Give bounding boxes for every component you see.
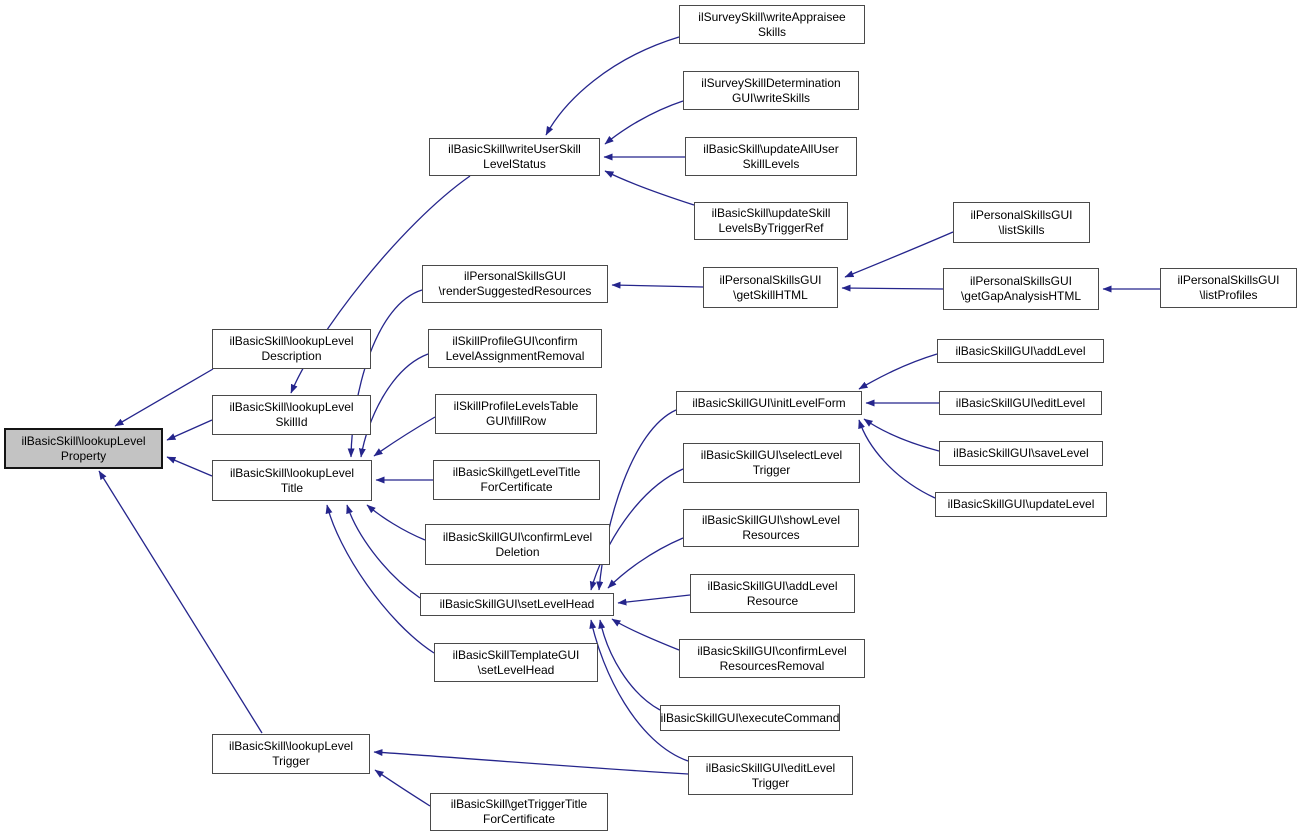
node-label-line: SkillLevels <box>742 156 800 171</box>
node-label-line: ilBasicSkill\writeUserSkill <box>448 142 581 156</box>
graph-node-confirmLevelDeletion[interactable] <box>425 524 610 565</box>
call-edge-setLevelHeadTemplate-to-lookupLevelTitle <box>327 505 434 653</box>
graph-node-editLevelTrigger[interactable] <box>688 756 853 795</box>
graph-node-writeSkills[interactable] <box>683 71 859 110</box>
call-edge-lookupLevelDescription-to-lookupLevelProperty <box>115 369 213 426</box>
node-label-line: ilBasicSkill\getLevelTitle <box>452 465 581 479</box>
graph-node-editLevel[interactable] <box>939 391 1102 415</box>
call-edge-getGapAnalysisHTML-to-getSkillHTML <box>842 288 943 289</box>
call-edge-lookupLevelSkillId-to-lookupLevelProperty <box>167 420 212 440</box>
call-edge-lookupLevelTrigger-to-lookupLevelProperty <box>99 471 262 733</box>
node-label-line: ilSurveySkill\writeAppraisee <box>698 9 846 24</box>
graph-node-writeAppraiseeSkills[interactable] <box>679 5 865 44</box>
node-label-line: ilPersonalSkillsGUI <box>1177 273 1280 287</box>
node-label-line: LevelsByTriggerRef <box>718 221 824 235</box>
node-label-line: ilBasicSkill\updateAllUser <box>703 141 839 156</box>
node-label-line: LevelStatus <box>483 157 546 171</box>
node-label-line: ilBasicSkill\lookupLevel <box>229 465 355 480</box>
call-edge-lookupLevelTitle-to-lookupLevelProperty <box>167 457 212 476</box>
node-label-line: Trigger <box>272 754 310 768</box>
node-label-line: Deletion <box>495 544 540 559</box>
node-label-line: ForCertificate <box>480 480 553 494</box>
call-edge-saveLevel-to-initLevelForm <box>864 419 939 451</box>
graph-node-getGapAnalysisHTML[interactable] <box>943 268 1099 310</box>
call-edge-addLevelResource-to-setLevelHeadGUI <box>618 595 690 603</box>
graph-node-setLevelHeadTemplate[interactable] <box>434 643 598 682</box>
node-label-line: LevelAssignmentRemoval <box>445 348 585 363</box>
node-label-line: ilBasicSkill\getTriggerTitle <box>450 797 588 811</box>
graph-node-writeUserSkillLevelStatus[interactable] <box>429 138 600 176</box>
node-label-line: \getSkillHTML <box>733 287 808 302</box>
node-label-line: ilBasicSkill\lookupLevel <box>228 739 354 753</box>
call-edge-editLevelTrigger-to-lookupLevelTrigger <box>374 752 688 774</box>
node-label-line: GUI\writeSkills <box>731 90 810 105</box>
node-label-line: Title <box>280 480 304 495</box>
node-label-line: ilBasicSkill\lookupLevel <box>229 334 354 348</box>
node-label-line: ilBasicSkillGUI\updateLevel <box>947 497 1095 511</box>
graph-node-saveLevel[interactable] <box>939 441 1103 466</box>
graph-node-confirmLevelAssignmentRemoval[interactable] <box>428 329 602 368</box>
graph-node-lookupLevelTitle[interactable] <box>212 460 372 501</box>
node-label-line: Resources <box>742 528 800 542</box>
node-label-line: \setLevelHead <box>477 662 555 677</box>
node-label-line: ilBasicSkillGUI\editLevel <box>705 760 836 775</box>
node-label-line: ilBasicSkill\updateSkill <box>711 206 831 220</box>
node-label-line: ForCertificate <box>482 812 556 826</box>
node-label-line: ilBasicSkillGUI\confirmLevel <box>697 643 847 658</box>
node-label-line: \listProfiles <box>1199 288 1258 302</box>
node-label-line: ilBasicSkillGUI\showLevel <box>701 513 841 527</box>
node-label-line: ilBasicSkillGUI\confirmLevel <box>442 529 593 544</box>
call-edge-addLevel-to-initLevelForm <box>859 354 937 389</box>
node-label-line: ilBasicSkillGUI\selectLevel <box>700 448 843 462</box>
graph-node-setLevelHeadGUI[interactable] <box>420 593 614 616</box>
graph-node-addLevel[interactable] <box>937 339 1104 363</box>
node-label-line: ilSkillProfileLevelsTable <box>453 399 579 413</box>
node-label-line: ilBasicSkillGUI\initLevelForm <box>692 395 846 410</box>
node-label-line: ilPersonalSkillsGUI <box>970 207 1073 222</box>
graph-node-getSkillHTML[interactable] <box>703 267 838 308</box>
graph-node-listSkills[interactable] <box>953 202 1090 243</box>
node-label-line: Property <box>60 448 107 463</box>
graph-node-fillRow[interactable] <box>435 394 597 434</box>
graph-node-confirmLevelResourcesRemoval[interactable] <box>679 639 865 678</box>
graph-node-addLevelResource[interactable] <box>690 574 855 613</box>
node-label-line: \renderSuggestedResources <box>438 284 592 298</box>
call-edge-getTriggerTitleForCertificate-to-lookupLevelTrigger <box>375 770 430 806</box>
call-edge-updateSkillLevelsByTriggerRef-to-writeUserSkillLevelStatus <box>605 171 694 205</box>
node-label-line: Resource <box>746 593 799 608</box>
call-edge-executeCommand-to-setLevelHeadGUI <box>600 620 660 710</box>
graph-node-lookupLevelTrigger[interactable] <box>212 734 370 774</box>
graph-node-selectLevelTrigger[interactable] <box>683 443 860 483</box>
graph-node-getLevelTitleForCertificate[interactable] <box>433 460 600 500</box>
node-label-line: ilBasicSkillGUI\addLevel <box>955 343 1086 358</box>
node-label-line: Description <box>261 349 322 363</box>
node-label-line: Skills <box>757 24 786 39</box>
call-edge-setLevelHeadGUI-to-lookupLevelTitle <box>347 505 420 598</box>
graph-node-updateSkillLevelsByTriggerRef[interactable] <box>694 202 848 240</box>
graph-node-listProfiles[interactable] <box>1160 268 1297 308</box>
node-label-line: Trigger <box>751 775 790 790</box>
node-label-line: ilBasicSkillGUI\addLevel <box>707 578 838 593</box>
graph-node-updateLevel[interactable] <box>935 492 1107 517</box>
node-label-line: \listSkills <box>998 222 1045 237</box>
graph-node-showLevelResources[interactable] <box>683 509 859 547</box>
graph-node-lookupLevelDescription[interactable] <box>212 329 371 369</box>
call-edge-listSkills-to-getSkillHTML <box>845 232 953 277</box>
call-edge-confirmLevelDeletion-to-lookupLevelTitle <box>367 505 425 540</box>
node-label-line: ilBasicSkillTemplateGUI <box>452 647 580 662</box>
node-label-line: ilSkillProfileGUI\confirm <box>452 333 578 348</box>
graph-node-getTriggerTitleForCertificate[interactable] <box>430 793 608 831</box>
node-label-line: ilPersonalSkillsGUI <box>463 269 567 283</box>
node-label-line: ilSurveySkillDetermination <box>701 75 841 90</box>
node-label-line: ResourcesRemoval <box>719 658 825 673</box>
node-label-line: ilPersonalSkillsGUI <box>969 274 1073 288</box>
call-edge-writeAppraiseeSkills-to-writeUserSkillLevelStatus <box>546 37 679 135</box>
node-label-line: ilBasicSkillGUI\editLevel <box>955 395 1086 410</box>
call-edge-confirmLevelResourcesRemoval-to-setLevelHeadGUI <box>612 619 679 650</box>
graph-node-renderSuggestedResources[interactable] <box>422 265 608 303</box>
node-label-line: ilBasicSkillGUI\executeCommand <box>660 710 840 725</box>
call-edge-fillRow-to-lookupLevelTitle <box>374 417 435 456</box>
graph-node-executeCommand[interactable] <box>660 705 840 731</box>
call-edge-getSkillHTML-to-renderSuggestedResources <box>612 285 703 287</box>
node-label-line: ilPersonalSkillsGUI <box>719 272 822 287</box>
node-label-line: \getGapAnalysisHTML <box>960 289 1082 303</box>
graph-node-updateAllUserSkillLevels[interactable] <box>685 137 857 176</box>
call-edge-showLevelResources-to-setLevelHeadGUI <box>608 538 683 588</box>
node-label-line: ilBasicSkill\lookupLevel <box>21 433 146 448</box>
node-label-line: GUI\fillRow <box>485 414 546 428</box>
node-label-line: ilBasicSkill\lookupLevel <box>229 400 354 414</box>
graph-node-initLevelForm[interactable] <box>676 391 862 415</box>
graph-node-lookupLevelProperty <box>4 428 163 469</box>
call-edge-writeSkills-to-writeUserSkillLevelStatus <box>605 101 683 144</box>
call-edge-updateLevel-to-initLevelForm <box>859 420 935 498</box>
node-label-line: ilBasicSkillGUI\setLevelHead <box>439 597 595 611</box>
node-label-line: SkillId <box>275 415 308 429</box>
node-label-line: Trigger <box>752 463 791 477</box>
node-label-line: ilBasicSkillGUI\saveLevel <box>953 446 1089 460</box>
graph-node-lookupLevelSkillId[interactable] <box>212 395 371 435</box>
